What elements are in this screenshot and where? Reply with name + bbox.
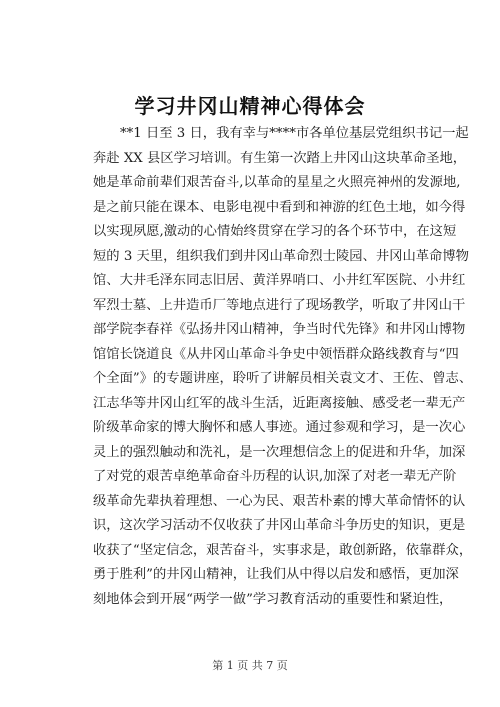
body-line: 了对党的艰苦卓绝革命奋斗历程的认识,加深了对老一辈无产阶 <box>93 469 457 484</box>
body-line: 个全面”》的专题讲座，聆听了讲解员相关袁文才、王佐、曾志、 <box>93 371 473 386</box>
body-line: 识，这次学习活动不仅收获了井冈山革命斗争历史的知识，更是 <box>93 518 466 533</box>
body-line: 奔赴 XX 县区学习培训。有生第一次踏上井冈山这块革命圣地， <box>93 150 467 166</box>
page-number-footer: 第 1 页 共 7 页 <box>212 659 288 672</box>
body-line: 部学院李春祥《弘扬井冈山精神，争当时代先锋》和井冈山博物 <box>93 322 466 337</box>
body-line: 短的 3 天里，组织我们到井冈山革命烈士陵园、井冈山革命博物 <box>93 248 469 264</box>
body-line: 勇于胜利”的井冈山精神，让我们从中得以启发和感悟，更加深 <box>93 567 459 582</box>
document-title: 学习井冈山精神心得体会 <box>134 94 366 118</box>
body-line: 级革命先辈执着理想、一心为民、艰苦朴素的博大革命情怀的认 <box>93 493 466 509</box>
body-line: 阶级革命家的博大胸怀和感人事迹。通过参观和学习，是一次心 <box>93 420 466 435</box>
body-line: 收获了“坚定信念，艰苦奋斗，实事求是，敢创新路，依靠群众， <box>93 542 473 558</box>
body-line: 馆馆长饶道良《从井冈山革命斗争史中领悟群众路线教育与“四 <box>93 346 459 362</box>
body-line: 她是革命前辈们艰苦奋斗,以革命的星星之火照亮神州的发源地, <box>93 175 461 190</box>
body-line: 以实现夙愿,激动的心情始终贯穿在学习的各个环节中，在这短 <box>93 224 457 239</box>
body-line: 军烈士墓、上井造币厂等地点进行了现场教学，听取了井冈山干 <box>93 297 466 313</box>
body-line: 灵上的强烈触动和洗礼，是一次理想信念上的促进和升华，加深 <box>93 444 466 460</box>
body-line: 是之前只能在课本、电影电视中看到和神游的红色土地，如今得 <box>93 199 466 215</box>
body-line: 江志华等井冈山红军的战斗生活，近距离接触、感受老一辈无产 <box>93 395 466 411</box>
body-line: 馆、大井毛泽东同志旧居、黄洋界哨口、小井红军医院、小井红 <box>93 273 466 288</box>
body-line: 刻地体会到开展“两学一做”学习教育活动的重要性和紧迫性， <box>93 591 453 607</box>
document-body <box>93 122 473 612</box>
body-line: **1 日至 3 日，我有幸与****市各单位基层党组织书记一起 <box>120 126 469 141</box>
